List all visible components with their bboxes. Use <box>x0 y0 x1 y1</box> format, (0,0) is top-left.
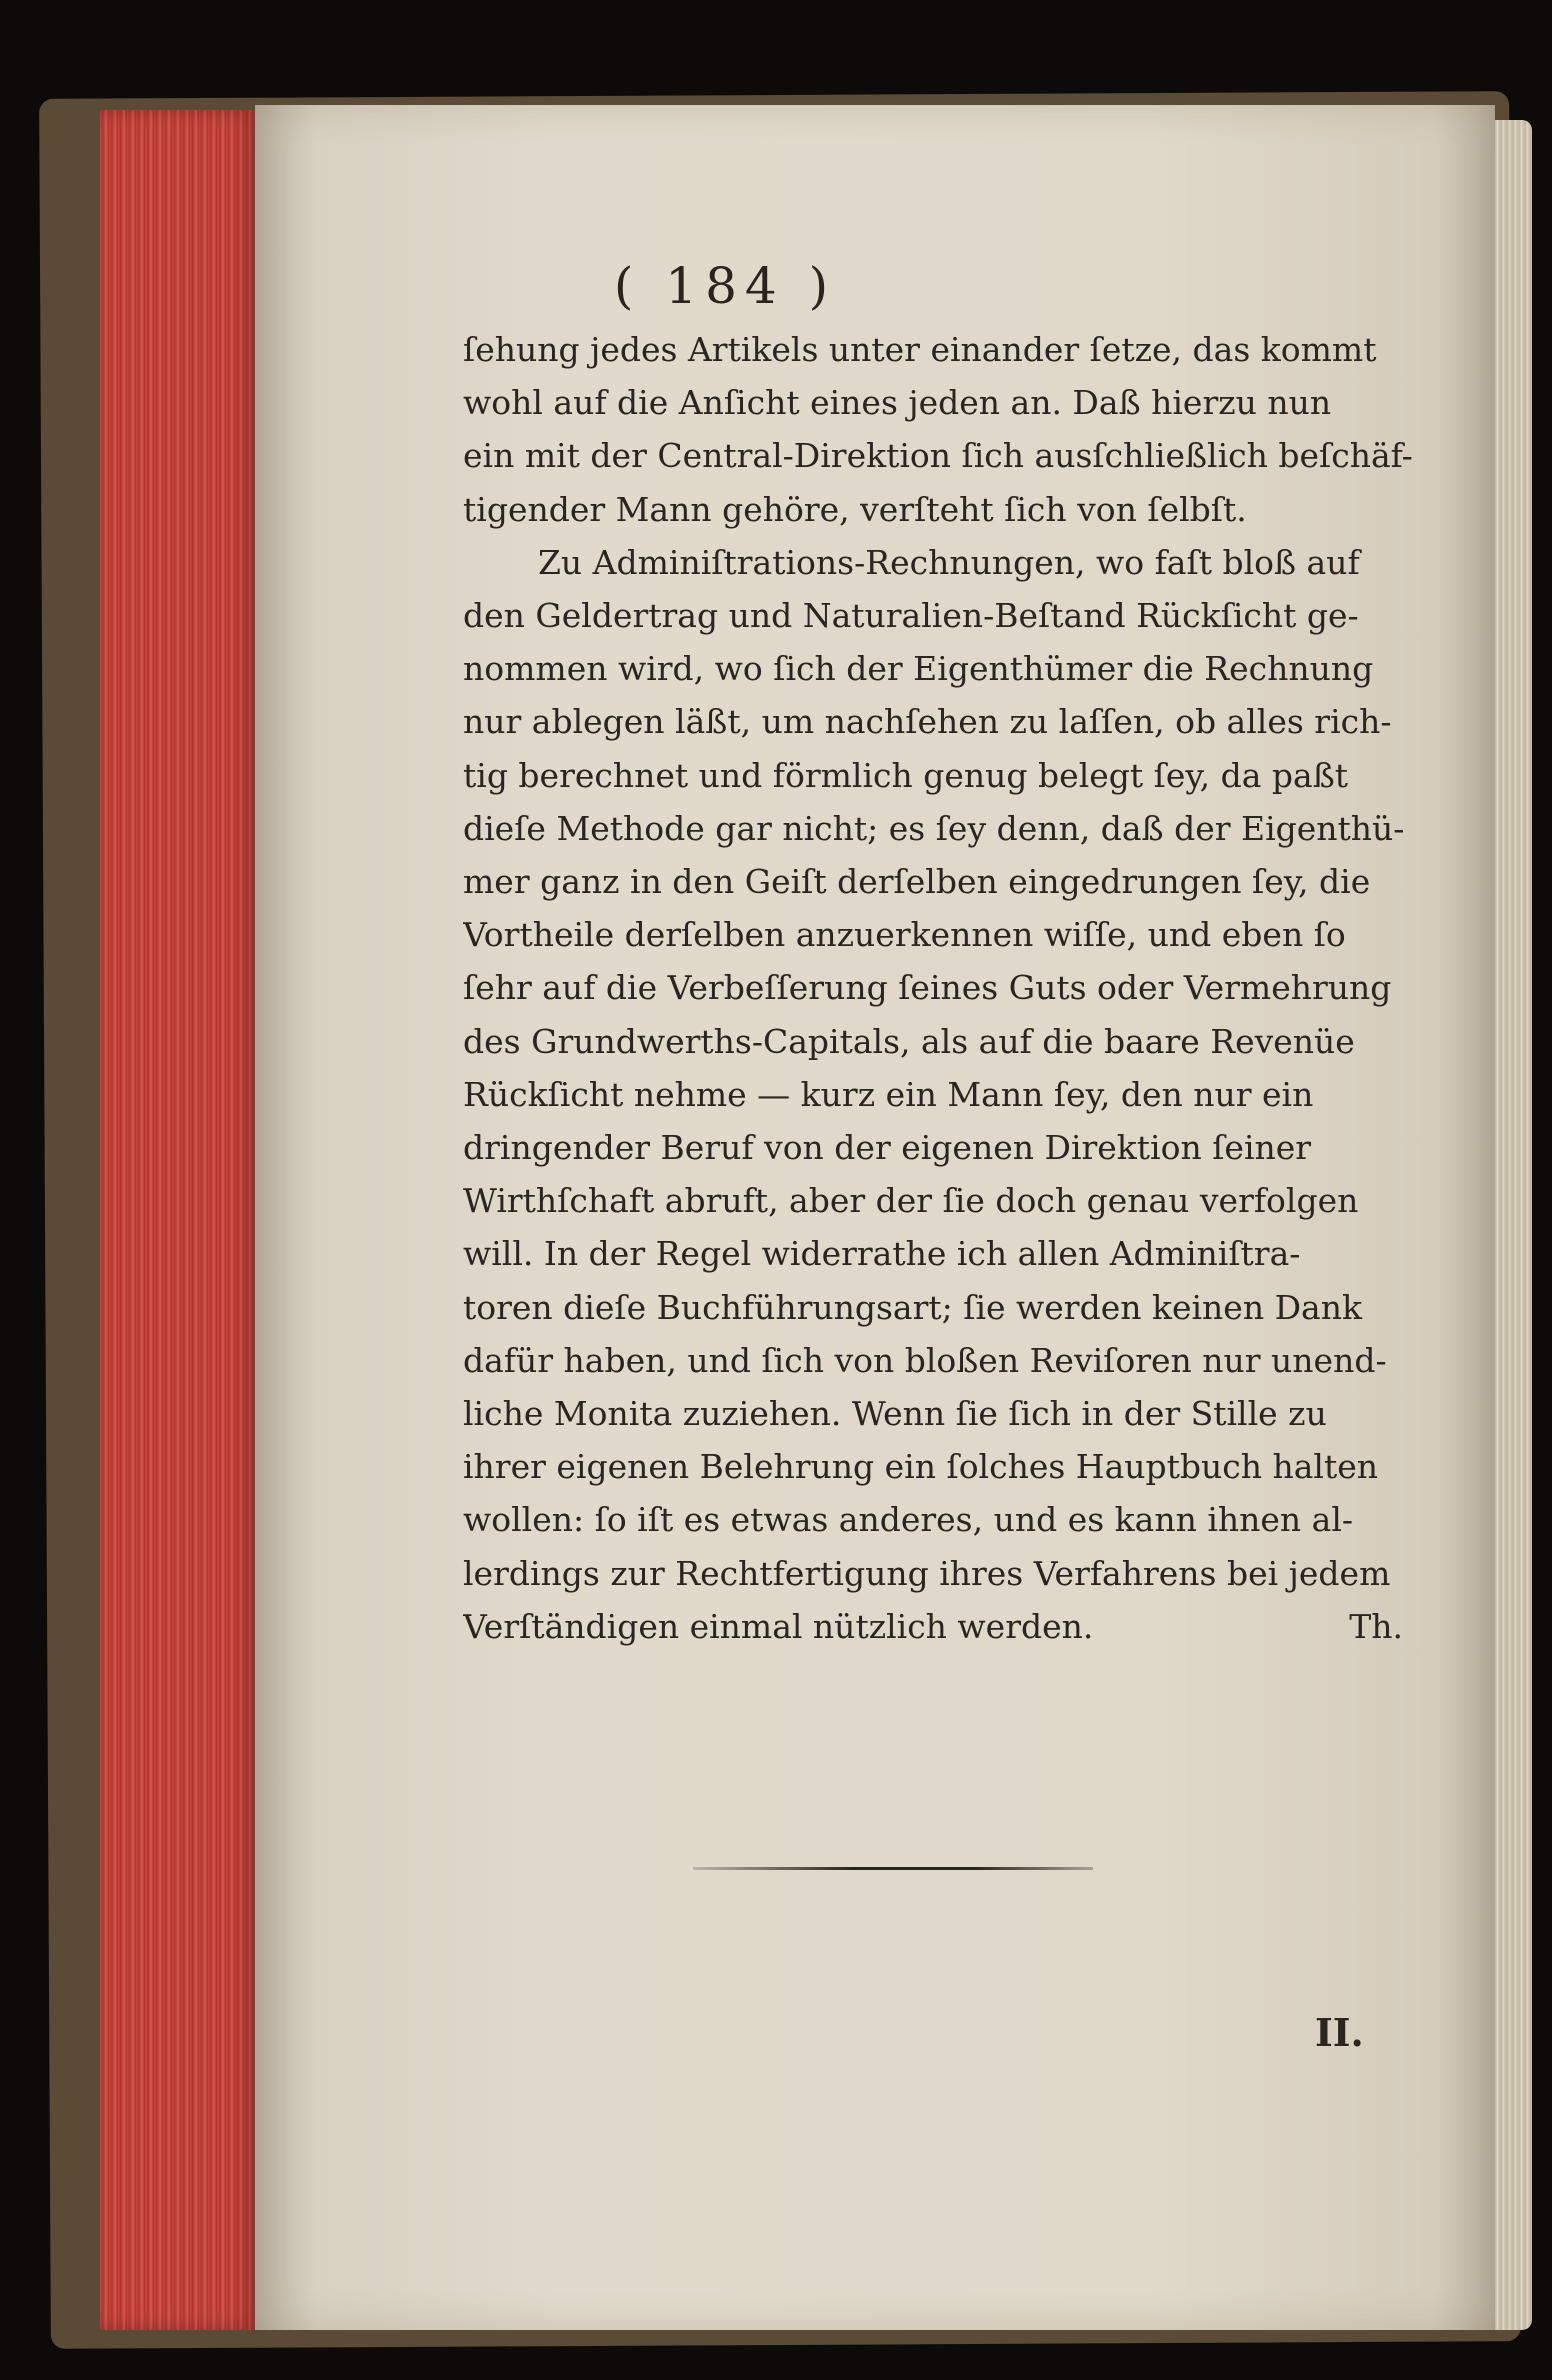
text-line: tigender Mann gehöre, verſteht ſich von ſelbſt. <box>463 489 1247 529</box>
text-line: ſehung jedes Artikels unter einander ſetze, das kommt <box>463 330 1377 369</box>
text-line: wohl auf die Anſicht eines jeden an. Daß hierzu nun <box>463 383 1332 423</box>
text-line: will. In der Regel widerrathe ich allen Adminiſtra- <box>463 1234 1301 1274</box>
text-line: mer ganz in den Geiſt derſelben eingedrungen ſey, die <box>463 862 1371 902</box>
text-line: nur ablegen läßt, um nachſehen zu laſſen, ob alles rich- <box>463 702 1392 742</box>
text-line: Wirthſchaft abruft, aber der ſie doch genau verfolgen <box>463 1181 1359 1221</box>
text-line: ſehr auf die Verbeſſerung ſeines Guts oder Vermehrung <box>463 968 1392 1008</box>
text-line: toren dieſe Buchführungsart; ſie werden keinen Dank <box>463 1287 1362 1327</box>
text-line: ein mit der Central-Direktion ſich ausſchließlich beſchäf- <box>463 436 1413 476</box>
section-divider-rule <box>693 1867 1093 1870</box>
text-line: dringender Beruf von der eigenen Direktion ſeiner <box>463 1128 1312 1168</box>
page-number: ( 184 ) <box>613 257 837 315</box>
book-page <box>255 105 1495 2330</box>
text-line: wollen: ſo iſt es etwas anderes, und es kann ihnen al- <box>463 1500 1354 1540</box>
body-text <box>463 323 1423 1653</box>
text-line: des Grundwerths-Capitals, als auf die baare Revenüe <box>463 1021 1355 1061</box>
last-line-text: Verſtändigen einmal nützlich werden. <box>463 1606 1094 1646</box>
text-line: ihrer eigenen Belehrung ein ſolches Hauptbuch halten <box>463 1447 1379 1487</box>
text-line: Rückſicht nehme — kurz ein Mann ſey, den nur ein <box>463 1074 1314 1114</box>
text-line: Zu Adminiſtrations-Rechnungen, wo faſt bloß auf <box>538 542 1360 582</box>
text-line: Vortheile derſelben anzuerkennen wiſſe, und eben ſo <box>463 915 1346 955</box>
text-line: lerdings zur Rechtfertigung ihres Verfahrens bei jedem <box>463 1553 1391 1593</box>
red-page-edges <box>100 110 260 2330</box>
text-line: dieſe Methode gar nicht; es ſey denn, daß der Eigenthü- <box>463 808 1405 848</box>
text-line: dafür haben, und ſich von bloßen Reviſoren nur unend- <box>463 1340 1387 1380</box>
text-line: tig berechnet und förmlich genug belegt ſey, da paßt <box>463 755 1349 795</box>
author-initial: Th. <box>1349 1606 1403 1646</box>
text-line: liche Monita zuziehen. Wenn ſie ſich in der Stille zu <box>463 1394 1327 1434</box>
text-line: nommen wird, wo ſich der Eigenthümer die Rechnung <box>463 649 1374 689</box>
next-section-marker: II. <box>1315 2010 1364 2055</box>
text-line: den Geldertrag und Naturalien-Beſtand Rückſicht ge- <box>463 596 1359 636</box>
text-line-last <box>463 1600 1423 1653</box>
